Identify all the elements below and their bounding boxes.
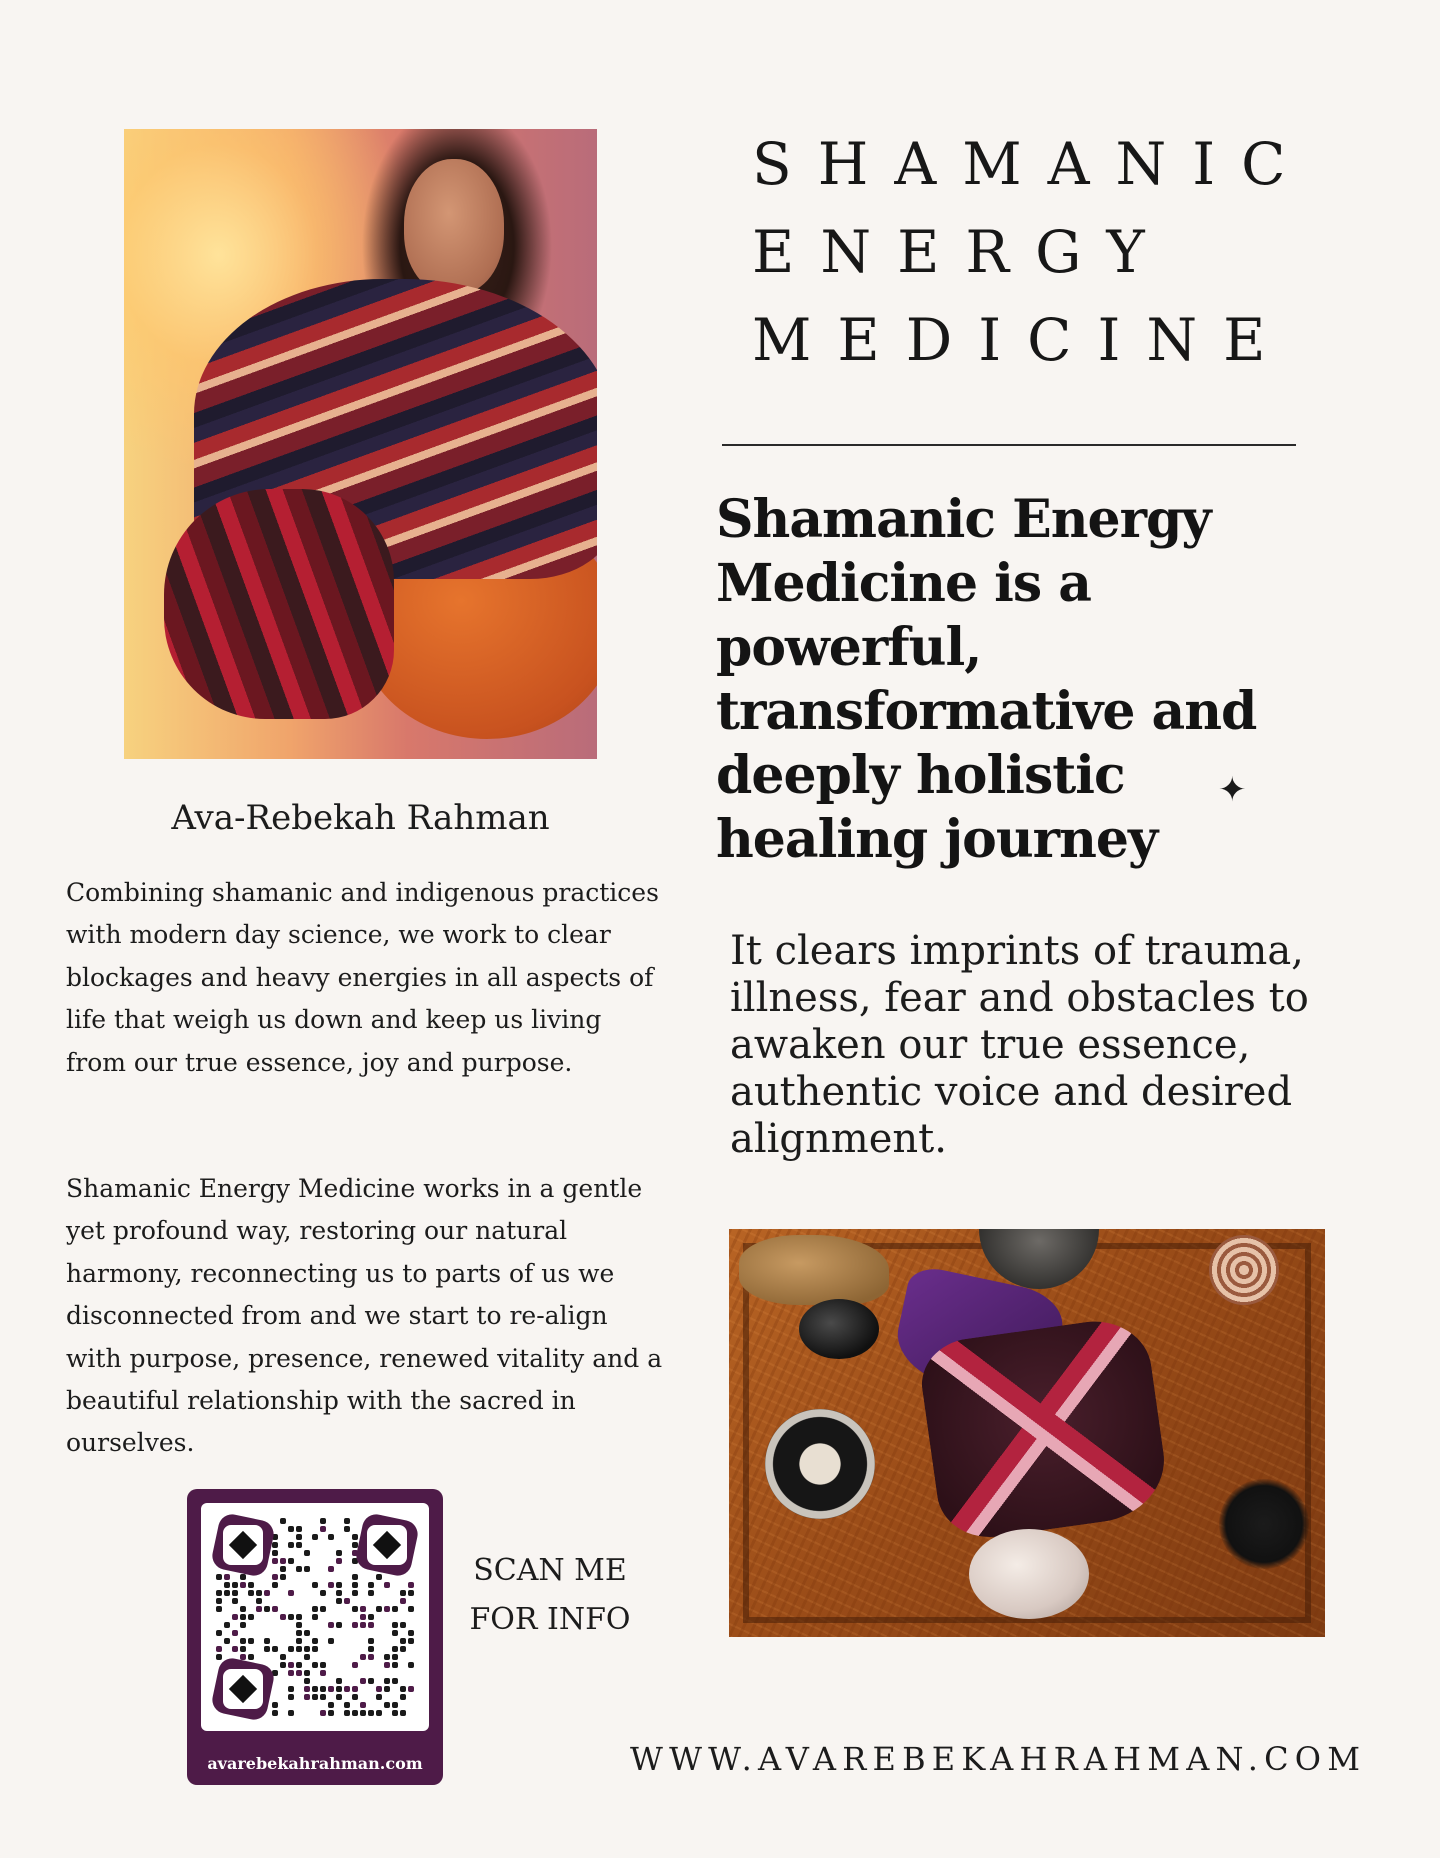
qr-module <box>352 1710 358 1716</box>
qr-module <box>320 1694 326 1700</box>
qr-module <box>304 1550 310 1556</box>
qr-module <box>368 1582 374 1588</box>
qr-module <box>320 1662 326 1668</box>
qr-module <box>312 1686 318 1692</box>
scan-label-line-1: SCAN ME <box>473 1553 627 1588</box>
qr-module <box>384 1606 390 1612</box>
qr-module <box>368 1590 374 1596</box>
qr-module <box>288 1710 294 1716</box>
qr-module <box>296 1542 302 1548</box>
qr-module <box>352 1686 358 1692</box>
qr-module <box>336 1590 342 1596</box>
qr-module <box>224 1582 230 1588</box>
qr-module <box>352 1694 358 1700</box>
qr-module <box>360 1710 366 1716</box>
qr-module <box>264 1638 270 1644</box>
qr-module <box>312 1606 318 1612</box>
qr-module <box>272 1558 278 1564</box>
qr-module <box>248 1614 254 1620</box>
portrait-photo <box>124 129 597 759</box>
qr-module <box>360 1614 366 1620</box>
qr-module <box>336 1678 342 1684</box>
qr-module <box>288 1558 294 1564</box>
qr-module <box>320 1518 326 1524</box>
qr-module <box>384 1582 390 1588</box>
qr-module <box>336 1694 342 1700</box>
qr-module <box>280 1654 286 1660</box>
qr-module <box>296 1622 302 1628</box>
qr-module <box>344 1702 350 1708</box>
qr-module <box>320 1606 326 1612</box>
qr-module <box>312 1534 318 1540</box>
qr-module <box>272 1702 278 1708</box>
qr-module <box>392 1646 398 1652</box>
qr-module <box>280 1518 286 1524</box>
qr-module <box>280 1566 286 1572</box>
qr-module <box>352 1534 358 1540</box>
qr-module <box>312 1582 318 1588</box>
qr-module <box>304 1694 310 1700</box>
qr-module <box>216 1630 222 1636</box>
altar-stone-figure <box>799 1299 879 1359</box>
body-paragraph-2: Shamanic Energy Medicine works in a gentle yet profound way, restoring our natural harmony, reconnecting us to parts of us we disconnected from and we start to re-align with purpose, presence, renewed vitality and a beautiful relationship with the sacred in ourselves. <box>66 1174 663 1458</box>
qr-module <box>400 1598 406 1604</box>
qr-module <box>384 1678 390 1684</box>
qr-module <box>304 1654 310 1660</box>
qr-module <box>384 1702 390 1708</box>
qr-module <box>368 1622 374 1628</box>
qr-module <box>344 1518 350 1524</box>
qr-module <box>352 1662 358 1668</box>
altar-candle <box>765 1409 875 1519</box>
qr-module <box>360 1654 366 1660</box>
qr-module <box>216 1574 222 1580</box>
qr-module <box>240 1622 246 1628</box>
qr-module <box>288 1590 294 1596</box>
qr-module <box>400 1646 406 1652</box>
qr-module <box>368 1654 374 1660</box>
qr-module <box>320 1710 326 1716</box>
portrait-face <box>404 159 504 294</box>
title-divider <box>722 444 1296 446</box>
qr-module <box>240 1654 246 1660</box>
qr-module <box>392 1606 398 1612</box>
qr-module <box>296 1638 302 1644</box>
qr-module <box>376 1710 382 1716</box>
qr-code-image <box>201 1503 429 1731</box>
qr-module <box>352 1606 358 1612</box>
qr-module <box>288 1646 294 1652</box>
qr-module <box>392 1662 398 1668</box>
qr-module <box>312 1694 318 1700</box>
qr-module <box>352 1582 358 1588</box>
qr-module <box>320 1686 326 1692</box>
qr-module <box>232 1598 238 1604</box>
qr-module <box>224 1638 230 1644</box>
qr-module <box>216 1598 222 1604</box>
qr-module <box>360 1702 366 1708</box>
qr-module <box>408 1686 414 1692</box>
qr-module <box>296 1614 302 1620</box>
qr-module <box>312 1638 318 1644</box>
qr-module <box>352 1574 358 1580</box>
qr-module <box>376 1574 382 1580</box>
qr-module <box>392 1630 398 1636</box>
qr-module <box>240 1606 246 1612</box>
qr-module <box>400 1686 406 1692</box>
qr-module <box>272 1542 278 1548</box>
qr-module <box>256 1598 262 1604</box>
lead-paragraph: It clears imprints of trauma, illness, fear and obstacles to awaken our true essence, authentic voice and desired alignment. <box>730 928 1309 1162</box>
qr-module <box>216 1654 222 1660</box>
altar-white-shell <box>969 1529 1089 1619</box>
altar-spiral-shell <box>1209 1235 1279 1305</box>
qr-module <box>400 1590 406 1596</box>
qr-module <box>328 1702 334 1708</box>
qr-module <box>328 1710 334 1716</box>
qr-module <box>312 1662 318 1668</box>
qr-module <box>376 1606 382 1612</box>
qr-module <box>232 1646 238 1652</box>
qr-module <box>392 1678 398 1684</box>
qr-module <box>304 1630 310 1636</box>
qr-module <box>232 1630 238 1636</box>
qr-module <box>288 1662 294 1668</box>
qr-module <box>304 1566 310 1572</box>
qr-module <box>328 1638 334 1644</box>
scan-label-line-2: FOR INFO <box>469 1602 631 1637</box>
body-paragraph-1: Combining shamanic and indigenous practices with modern day science, we work to clear blockages and heavy energies in all aspects of life that weigh us down and keep us living from our true essence, joy and purpose. <box>66 878 659 1077</box>
altar-carved-animal <box>739 1235 889 1305</box>
qr-module <box>296 1566 302 1572</box>
qr-module <box>304 1686 310 1692</box>
qr-module <box>328 1566 334 1572</box>
qr-module <box>224 1590 230 1596</box>
qr-module <box>272 1582 278 1588</box>
qr-module <box>408 1662 414 1668</box>
qr-module <box>376 1686 382 1692</box>
qr-module <box>352 1542 358 1548</box>
qr-module <box>264 1606 270 1612</box>
qr-module <box>384 1654 390 1660</box>
qr-module <box>400 1622 406 1628</box>
qr-module <box>264 1646 270 1652</box>
qr-module <box>336 1686 342 1692</box>
qr-module <box>328 1582 334 1588</box>
qr-module <box>328 1686 334 1692</box>
qr-module <box>304 1670 310 1676</box>
qr-module <box>408 1606 414 1612</box>
qr-module <box>264 1590 270 1596</box>
qr-module <box>224 1622 230 1628</box>
qr-module <box>360 1678 366 1684</box>
qr-module <box>336 1558 342 1564</box>
qr-module <box>336 1598 342 1604</box>
qr-module <box>304 1646 310 1652</box>
scan-me-label <box>460 1546 640 1644</box>
qr-module <box>376 1694 382 1700</box>
qr-module <box>280 1574 286 1580</box>
portrait-medicine-bundle <box>164 489 394 719</box>
qr-module <box>232 1582 238 1588</box>
qr-module <box>272 1574 278 1580</box>
qr-module <box>344 1686 350 1692</box>
qr-module <box>288 1614 294 1620</box>
qr-module <box>248 1590 254 1596</box>
altar-photo <box>729 1229 1325 1637</box>
qr-module <box>344 1710 350 1716</box>
qr-module <box>240 1646 246 1652</box>
qr-module <box>296 1534 302 1540</box>
qr-module <box>304 1678 310 1684</box>
title-line-3: MEDICINE <box>752 306 1292 374</box>
qr-module <box>248 1638 254 1644</box>
qr-module <box>368 1614 374 1620</box>
qr-module <box>384 1686 390 1692</box>
qr-module <box>392 1622 398 1628</box>
title-line-2: ENERGY <box>752 218 1171 286</box>
altar-mesa-bundle <box>916 1314 1172 1544</box>
qr-module <box>296 1526 302 1532</box>
qr-module <box>216 1606 222 1612</box>
qr-module <box>336 1622 342 1628</box>
qr-module <box>392 1702 398 1708</box>
qr-module <box>344 1598 350 1604</box>
qr-module <box>256 1590 262 1596</box>
title-line-1: SHAMANIC <box>752 130 1312 198</box>
qr-module <box>400 1638 406 1644</box>
qr-module <box>272 1710 278 1716</box>
qr-module <box>328 1534 334 1540</box>
qr-module <box>312 1646 318 1652</box>
qr-module <box>288 1686 294 1692</box>
qr-module <box>352 1622 358 1628</box>
qr-module <box>256 1606 262 1612</box>
qr-module <box>280 1558 286 1564</box>
qr-module <box>408 1638 414 1644</box>
qr-module <box>288 1670 294 1676</box>
qr-module <box>240 1582 246 1588</box>
qr-module <box>216 1646 222 1652</box>
qr-module <box>240 1574 246 1580</box>
qr-module <box>320 1526 326 1532</box>
qr-module <box>392 1654 398 1660</box>
qr-module <box>296 1630 302 1636</box>
qr-module <box>280 1614 286 1620</box>
sparkle-icon: ✦ <box>1218 770 1247 810</box>
altar-feather-tuft <box>1219 1479 1309 1569</box>
qr-module <box>240 1614 246 1620</box>
qr-url-label: avarebekahrahman.com <box>207 1754 423 1773</box>
qr-module <box>216 1590 222 1596</box>
qr-module <box>360 1622 366 1628</box>
qr-module <box>392 1710 398 1716</box>
qr-code[interactable] <box>201 1503 429 1731</box>
qr-module <box>288 1694 294 1700</box>
qr-module <box>272 1606 278 1612</box>
qr-module <box>224 1574 230 1580</box>
qr-module <box>232 1614 238 1620</box>
qr-module <box>232 1590 238 1596</box>
qr-module <box>272 1646 278 1652</box>
qr-module <box>408 1630 414 1636</box>
qr-module <box>248 1582 254 1588</box>
qr-module <box>368 1638 374 1644</box>
qr-module <box>368 1710 374 1716</box>
qr-module <box>288 1526 294 1532</box>
qr-module <box>408 1590 414 1596</box>
qr-module <box>336 1550 342 1556</box>
qr-module <box>360 1606 366 1612</box>
qr-module <box>296 1646 302 1652</box>
qr-module <box>400 1710 406 1716</box>
qr-module <box>344 1526 350 1532</box>
qr-module <box>408 1582 414 1588</box>
qr-module <box>384 1662 390 1668</box>
qr-module <box>296 1662 302 1668</box>
headline: Shamanic Energy Medicine is a powerful, transformative and deeply holistic healing journey <box>716 489 1257 870</box>
qr-module <box>400 1694 406 1700</box>
qr-module <box>320 1590 326 1596</box>
qr-module <box>240 1638 246 1644</box>
qr-module <box>288 1542 294 1548</box>
qr-module <box>368 1678 374 1684</box>
author-name: Ava-Rebekah Rahman <box>171 798 550 838</box>
qr-module <box>368 1646 374 1652</box>
qr-module <box>248 1654 254 1660</box>
qr-code-card[interactable] <box>187 1489 443 1785</box>
qr-module <box>272 1550 278 1556</box>
qr-module <box>312 1614 318 1620</box>
website-url[interactable]: WWW.AVAREBEKAHRAHMAN.COM <box>630 1740 1367 1778</box>
qr-module <box>296 1670 302 1676</box>
qr-module <box>336 1582 342 1588</box>
qr-module <box>328 1622 334 1628</box>
qr-module <box>320 1670 326 1676</box>
qr-module <box>352 1590 358 1596</box>
qr-module <box>280 1662 286 1668</box>
